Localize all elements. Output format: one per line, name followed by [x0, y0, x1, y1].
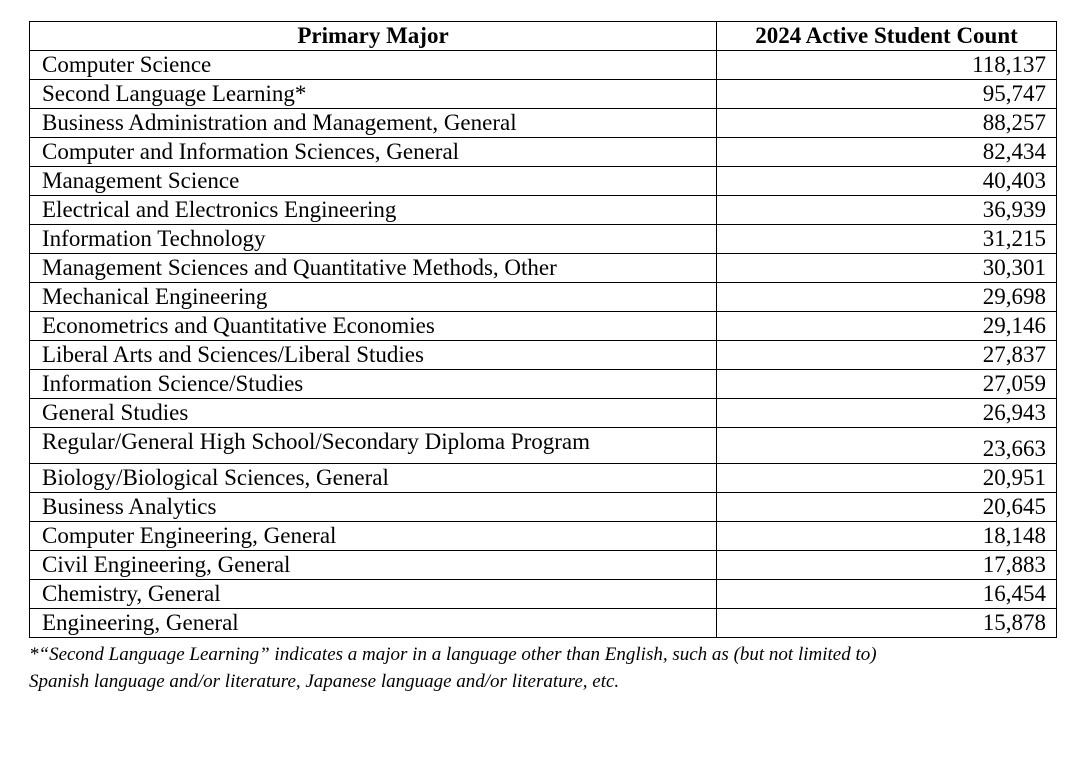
major-cell: Information Technology: [30, 225, 717, 254]
table-row: [30, 341, 1057, 370]
major-cell: Business Administration and Management, General: [30, 109, 717, 138]
table-row: [30, 80, 1057, 109]
count-cell: 82,434: [717, 138, 1057, 167]
major-cell: Regular/General High School/Secondary Diploma Program: [30, 428, 717, 464]
table-body: [30, 51, 1057, 638]
major-cell: Liberal Arts and Sciences/Liberal Studies: [30, 341, 717, 370]
count-cell: 18,148: [717, 522, 1057, 551]
table-row: [30, 312, 1057, 341]
count-cell: 26,943: [717, 399, 1057, 428]
major-cell: Business Analytics: [30, 493, 717, 522]
document: [29, 21, 1056, 695]
major-cell: Engineering, General: [30, 609, 717, 638]
table-row: [30, 167, 1057, 196]
table-row: [30, 109, 1057, 138]
major-cell: Civil Engineering, General: [30, 551, 717, 580]
table-row: [30, 493, 1057, 522]
footnote-line: *“Second Language Learning” indicates a major in a language other than English, such as (but not limited to): [29, 644, 877, 665]
major-cell: Electrical and Electronics Engineering: [30, 196, 717, 225]
major-cell: Biology/Biological Sciences, General: [30, 464, 717, 493]
table-row: [30, 464, 1057, 493]
footnote-line: Spanish language and/or literature, Japanese language and/or literature, etc.: [29, 671, 620, 692]
table-row: [30, 580, 1057, 609]
major-cell: Computer and Information Sciences, General: [30, 138, 717, 167]
table-row: [30, 225, 1057, 254]
count-cell: 16,454: [717, 580, 1057, 609]
count-cell: 27,837: [717, 341, 1057, 370]
count-cell: 88,257: [717, 109, 1057, 138]
table-row: [30, 138, 1057, 167]
count-cell: 17,883: [717, 551, 1057, 580]
count-cell: 36,939: [717, 196, 1057, 225]
table-row: [30, 551, 1057, 580]
major-cell: Computer Science: [30, 51, 717, 80]
header-primary-major: Primary Major: [30, 22, 717, 51]
major-cell: Mechanical Engineering: [30, 283, 717, 312]
table-row: [30, 399, 1057, 428]
major-cell: Second Language Learning*: [30, 80, 717, 109]
header-row: [30, 22, 1057, 51]
count-cell: 27,059: [717, 370, 1057, 399]
major-cell: Computer Engineering, General: [30, 522, 717, 551]
table-row: [30, 428, 1057, 464]
count-cell: 23,663: [717, 428, 1057, 464]
count-cell: 95,747: [717, 80, 1057, 109]
table-row: [30, 254, 1057, 283]
table-row: [30, 283, 1057, 312]
major-cell: Information Science/Studies: [30, 370, 717, 399]
count-cell: 15,878: [717, 609, 1057, 638]
count-cell: 29,698: [717, 283, 1057, 312]
major-cell: General Studies: [30, 399, 717, 428]
table-row: [30, 51, 1057, 80]
count-cell: 29,146: [717, 312, 1057, 341]
header-student-count: 2024 Active Student Count: [717, 22, 1057, 51]
count-cell: 30,301: [717, 254, 1057, 283]
major-cell: Econometrics and Quantitative Economies: [30, 312, 717, 341]
count-cell: 31,215: [717, 225, 1057, 254]
count-cell: 118,137: [717, 51, 1057, 80]
table-row: [30, 370, 1057, 399]
major-cell: Management Sciences and Quantitative Methods, Other: [30, 254, 717, 283]
footnote: [29, 641, 1069, 695]
count-cell: 20,951: [717, 464, 1057, 493]
majors-table: [29, 21, 1057, 638]
table-row: [30, 196, 1057, 225]
table-row: [30, 522, 1057, 551]
major-cell: Management Science: [30, 167, 717, 196]
major-cell: Chemistry, General: [30, 580, 717, 609]
table-row: [30, 609, 1057, 638]
table-header: [30, 22, 1057, 51]
count-cell: 40,403: [717, 167, 1057, 196]
count-cell: 20,645: [717, 493, 1057, 522]
